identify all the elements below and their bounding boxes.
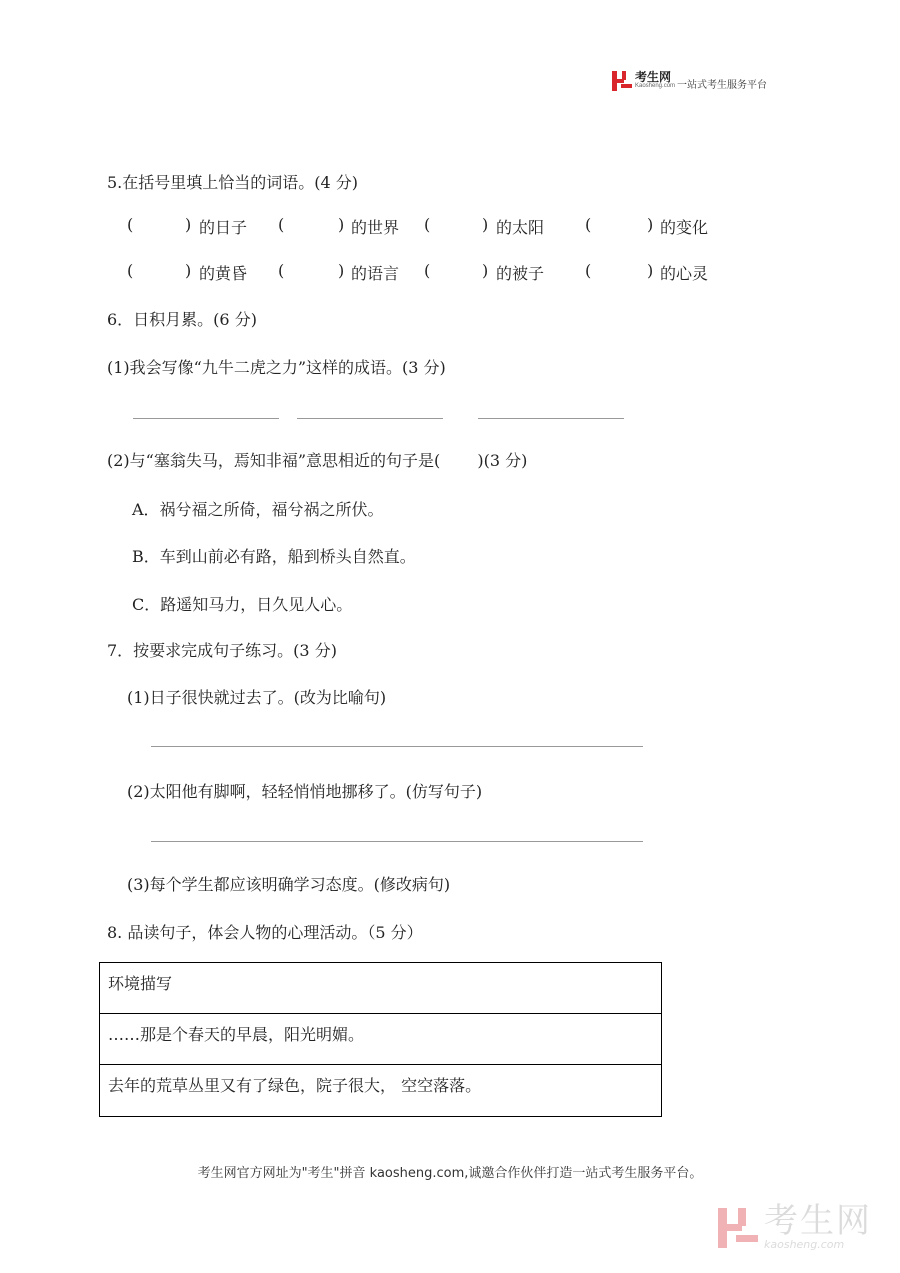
blank-paren[interactable]: (: [424, 215, 431, 234]
q6-title: 6．日积月累。(6 分): [107, 310, 257, 329]
q6-option-b[interactable]: B．车到山前必有路，船到桥头自然直。: [132, 547, 416, 566]
brand-slogan: 一站式考生服务平台: [677, 80, 768, 91]
blank-paren[interactable]: (: [278, 261, 285, 280]
q6-sub1: (1)我会写像“九牛二虎之力”这样的成语。(3 分): [107, 358, 446, 377]
table-row: 去年的荒草丛里又有了绿色，院子很大， 空空落落。: [108, 1076, 482, 1095]
q6-option-c[interactable]: C．路遥知马力，日久见人心。: [132, 595, 353, 614]
blank-paren[interactable]: (: [127, 261, 134, 280]
answer-line[interactable]: [151, 841, 643, 842]
q5-item: 的世界: [351, 218, 400, 237]
blank-paren[interactable]: (: [585, 261, 592, 280]
q5-item: 的日子: [199, 218, 248, 237]
table-row: 环境描写: [100, 963, 661, 1014]
q8-title: 8. 品读句子，体会人物的心理活动。（5 分）: [107, 923, 423, 942]
answer-line[interactable]: [133, 418, 279, 419]
table-row: ……那是个春天的早晨，阳光明媚。: [100, 1014, 661, 1065]
q5-item: 的太阳: [496, 218, 545, 237]
q5-item: 的心灵: [660, 264, 709, 283]
answer-line[interactable]: [478, 418, 624, 419]
q7-sub3: (3)每个学生都应该明确学习态度。(修改病句): [127, 875, 451, 894]
watermark-url: kaosheng.com: [764, 1238, 845, 1251]
q5-item: 的被子: [496, 264, 545, 283]
brand-domain: Kaosheng.com: [635, 83, 676, 89]
watermark-logo-icon: [718, 1208, 758, 1248]
answer-line[interactable]: [297, 418, 443, 419]
brand-name: 考生网: [635, 70, 672, 84]
blank-paren[interactable]: (: [585, 215, 592, 234]
watermark-name: 考生网: [764, 1201, 872, 1241]
q5-title: 5.在括号里填上恰当的词语。(4 分): [107, 173, 359, 192]
blank-paren[interactable]: (: [424, 261, 431, 280]
q6-sub2: (2)与“塞翁失马，焉知非福”意思相近的句子是( )(3 分): [107, 451, 528, 470]
q7-sub2: (2)太阳他有脚啊，轻轻悄悄地挪移了。(仿写句子): [127, 782, 483, 801]
logo-icon: [612, 71, 632, 91]
q6-option-a[interactable]: A．祸兮福之所倚，福兮祸之所伏。: [132, 500, 384, 519]
answer-line[interactable]: [151, 746, 643, 747]
brand-logo: [612, 70, 767, 91]
q5-item: 的变化: [660, 218, 709, 237]
q7-title: 7．按要求完成句子练习。(3 分): [107, 641, 337, 660]
q7-sub1: (1)日子很快就过去了。(改为比喻句): [127, 688, 387, 707]
footer-text: 考生网官方网址为"考生"拼音 kaosheng.com,诚邀合作伙伴打造一站式考生服务平台。: [197, 1166, 703, 1181]
q5-item: 的黄昏: [199, 264, 248, 283]
watermark: [718, 1201, 872, 1251]
q5-item: 的语言: [351, 264, 400, 283]
q8-table: [99, 962, 662, 1117]
blank-paren[interactable]: (: [127, 215, 134, 234]
blank-paren[interactable]: (: [278, 215, 285, 234]
